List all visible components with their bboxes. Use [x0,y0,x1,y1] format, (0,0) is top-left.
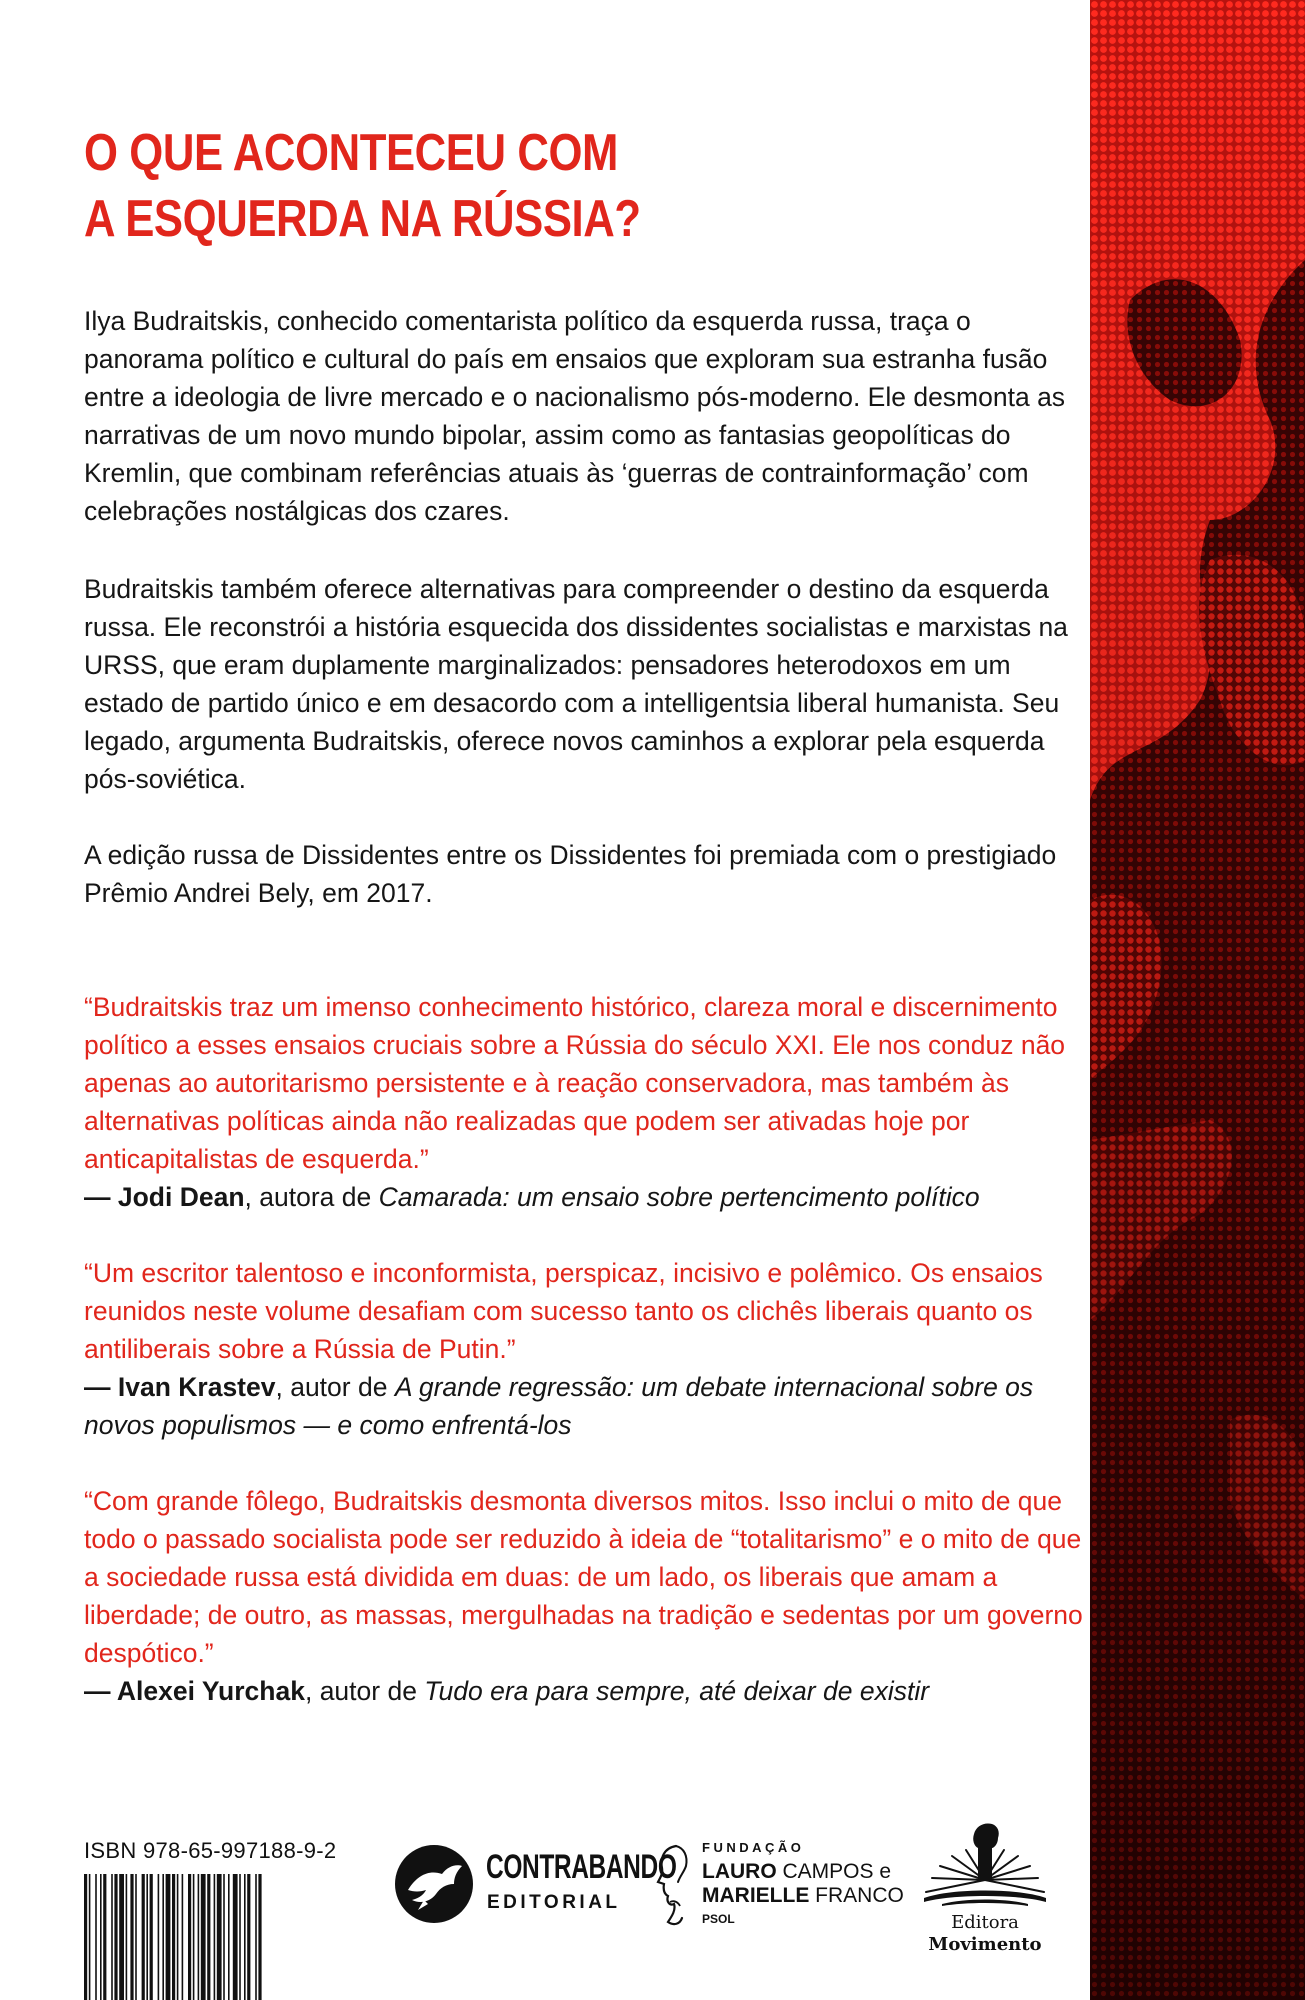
blurb-work-title: Camarada: um ensaio sobre pertencimento político [378,1182,980,1212]
barcode-bar [177,1874,179,2000]
blurb-attribution [84,1368,1094,1444]
profile-face-icon [654,1842,690,1932]
barcode-bar [103,1874,106,2000]
barcode-bar [182,1874,184,2000]
blurb-text: “Um escritor talentoso e inconformista, perspicaz, incisivo e polêmico. Os ensaios reunidos neste volume desafiam com sucesso tanto os clichês liberais quanto os antiliberais sobre a Rússia de Putin.” [84,1258,1043,1364]
barcode-bar [239,1874,241,2000]
blurb-work-title: A grande regressão: um debate internacional sobre os novos populismos — e como enfrentá-los [84,1372,1034,1440]
barcode-bar [162,1874,164,2000]
blurb-author: — Ivan Krastev [84,1372,276,1402]
barcode-bar [223,1874,225,2000]
barcode-bar [142,1874,145,2000]
barcode-bar [198,1874,200,2000]
fundacao-lauro-campos-logo [654,1838,904,1934]
barcode-bar [146,1874,148,2000]
barcode-bar [158,1874,160,2000]
blurb-attribution [84,1672,1094,1710]
barcode-bar [193,1874,195,2000]
barcode-bar [111,1874,113,2000]
description-paragraph-2: Budraitskis também oferece alternativas para compreender o destino da esquerda russa. Ele reconstrói a história esquecida dos dissidentes socialistas e marxistas na URSS, que eram duplamente marginalizados: pensadores heterodoxos em um estado de partido único e em desacordo com a intelligentsia liberal humanista. Seu legado, argumenta Budraitskis, oferece novos caminhos a explorar pela esquerda pós-soviética. [84,574,1068,794]
blurb-alexei-yurchak [84,1482,1094,1710]
barcode-bar [228,1874,230,2000]
award-note: A edição russa de Dissidentes entre os Dissidentes foi premiada com o prestigiado Prêmio Andrei Bely, em 2017. [84,840,1057,908]
blurb-role: , autor de [275,1372,395,1402]
blurb-work-title: Tudo era para sempre, até deixar de existir [424,1676,930,1706]
fundacao-name-line-2 [702,1884,904,1908]
barcode-bar [89,1874,91,2000]
blurb-role: , autora de [244,1182,379,1212]
barcode-bar [258,1874,261,2000]
psol-label: PSOL [702,1912,735,1926]
barcode-bar [255,1874,257,2000]
barcode-bar [84,1874,87,2000]
barcode-bar [233,1874,238,2000]
fundacao-label: FUNDAÇÃO [702,1840,805,1855]
barcode-bar [119,1874,124,2000]
contrabando-wordmark: CONTRABANDO [486,1848,677,1886]
barcode-bar [150,1874,153,2000]
fundacao-name-regular: CAMPOS e [776,1860,892,1883]
headline [84,120,840,252]
barcode-bar [244,1874,246,2000]
blurb-author: — Alexei Yurchak [84,1676,305,1706]
barcode-bar [126,1874,128,2000]
barcode-bar [130,1874,133,2000]
blurb-jodi-dean [84,988,1094,1216]
barcode-bar [188,1874,191,2000]
barcode-bar [135,1874,137,2000]
contrabando-editorial-logo [394,1842,677,1926]
barcode-bar [166,1874,171,2000]
editora-movimento-logo [918,1818,1052,1958]
blurb-text: “Com grande fôlego, Budraitskis desmonta diversos mitos. Isso inclui o mito de que todo o passado socialista pode ser reduzido à ideia de “totalitarismo” e o mito de que a sociedade russa está dividida em duas: de um lado, os liberais que amam a liberdade; de outro, as massas, mergulhadas na tradição e sedentas por um governo despótico.” [84,1486,1083,1668]
barcode [84,1874,354,2000]
barcode-bar [207,1874,210,2000]
headline-line-2: A ESQUERDA NA RÚSSIA? [84,190,641,248]
barcode-bar [95,1874,97,2000]
barcode-bar [214,1874,216,2000]
blurb-ivan-krastev [84,1254,1094,1444]
fundacao-name-bold: LAURO [702,1860,777,1883]
editorial-wordmark: EDITORIAL [487,1892,621,1913]
fundacao-name-line-1 [702,1860,891,1884]
blurb-attribution [84,1178,1094,1216]
barcode-bar [114,1874,117,2000]
barcode-bar [100,1874,102,2000]
fundacao-name-bold: MARIELLE [702,1884,810,1907]
headline-line-1: O QUE ACONTECEU COM [84,124,618,182]
halftone-red-artwork [1090,0,1305,2000]
barcode-bar [172,1874,175,2000]
isbn-number: ISBN 978-65-997188-9-2 [84,1838,337,1863]
raised-fist-icon [922,1818,1048,1910]
blurb-author: — Jodi Dean [84,1182,245,1212]
movimento-label: Movimento [928,1934,1042,1955]
description-paragraph-1: Ilya Budraitskis, conhecido comentarista político da esquerda russa, traça o panorama político e cultural do país em ensaios que exploram sua estranha fusão entre a ideologia de livre mercado e o nacionalismo pós-moderno. Ele desmonta as narrativas de um novo mundo bipolar, assim como as fantasias geopolíticas do Kremlin, que combinam referências atuais às ‘guerras de contrainformação’ com celebrações nostálgicas dos czares. [84,306,1066,526]
blurb-text: “Budraitskis traz um imenso conhecimento histórico, clareza moral e discernimento político a esses ensaios cruciais sobre a Rússia do século XXI. Ele nos conduz não apenas ao autoritarismo persistente e à reação conservadora, mas também às alternativas políticas ainda não realizadas que podem ser ativadas hoje por anticapitalistas de esquerda.” [84,992,1066,1174]
barcode-bar [217,1874,222,2000]
fundacao-name-regular: FRANCO [809,1884,904,1907]
blurb-role: , autor de [304,1676,425,1706]
bird-icon [394,1844,474,1924]
barcode-bar [201,1874,206,2000]
barcode-bar [247,1874,250,2000]
editora-label: Editora [951,1912,1019,1933]
